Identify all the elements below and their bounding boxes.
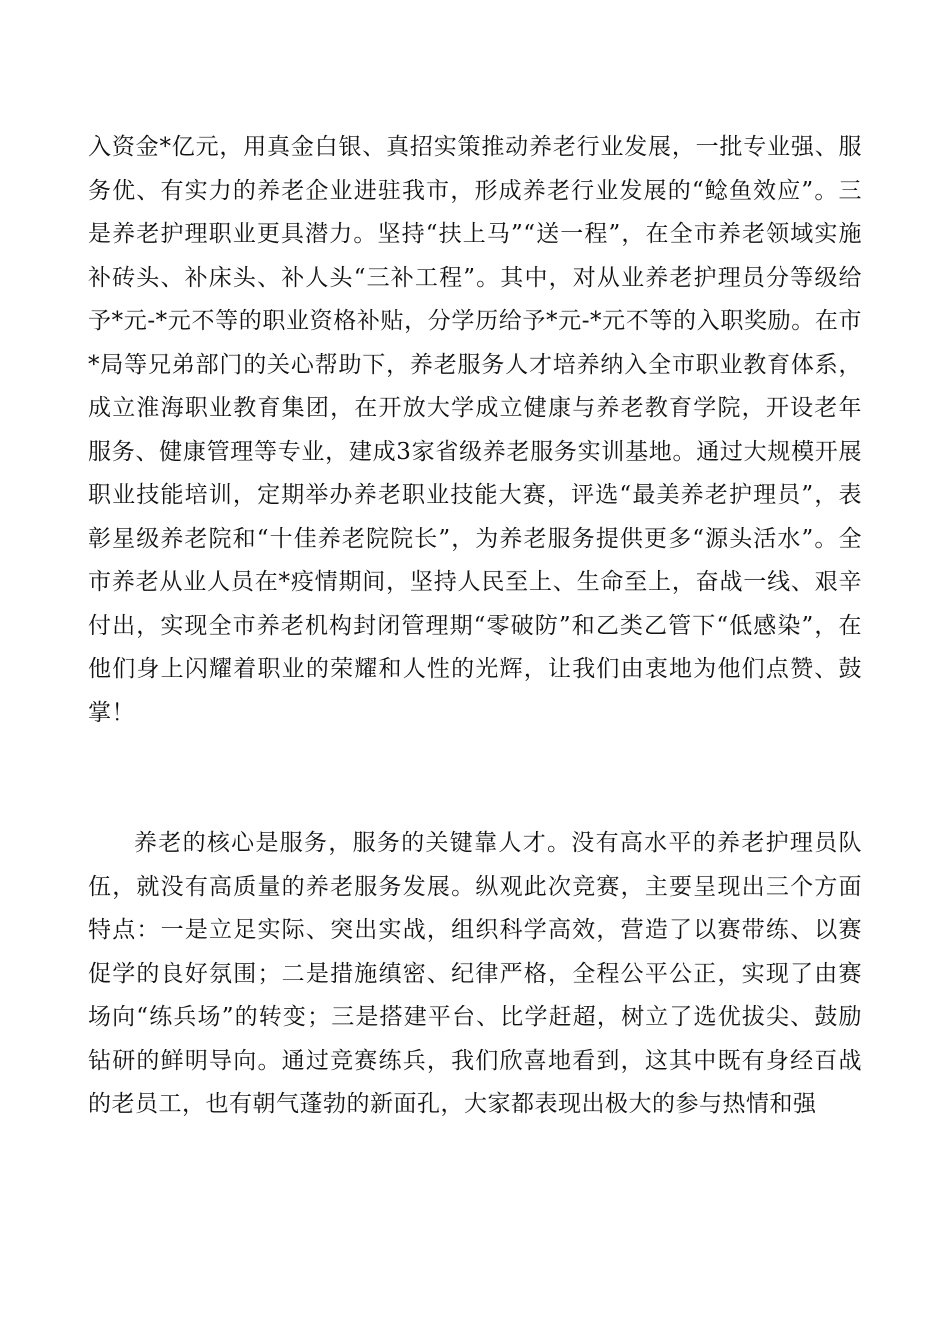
- paragraph-service-talent: 养老的核心是服务，服务的关键靠人才。没有高水平的养老护理员队伍，就没有高质量的养老服务发展。纵观此次竞赛，主要呈现出三个方面特点：一是立足实际、突出实战，组织科学高效，营造了以赛带练、以赛促学的良好氛围；二是措施缜密、纪律严格，全程公平公正，实现了由赛场向“练兵场”的转变；三是搭建平台、比学赶超，树立了选优拔尖、鼓励钻研的鲜明导向。通过竞赛练兵，我们欣喜地看到，这其中既有身经百战的老员工，也有朝气蓬勃的新面孔，大家都表现出极大的参与热情和强: [88, 830, 862, 1117]
- paragraph-continued: 入资金*亿元，用真金白银、真招实策推动养老行业发展，一批专业强、服务优、有实力的养老企业进驻我市，形成养老行业发展的“鲶鱼效应”。三是养老护理职业更具潜力。坚持“扶上马”“送一程”，在全市养老领域实施补砖头、补床头、补人头“三补工程”。其中，对从业养老护理员分等级给予*元-*元不等的职业资格补贴，分学历给予*元-*元不等的入职奖励。在市*局等兄弟部门的关心帮助下，养老服务人才培养纳入全市职业教育体系，成立淮海职业教育集团，在开放大学成立健康与养老教育学院，开设老年服务、健康管理等专业，建成3家省级养老服务实训基地。通过大规模开展职业技能培训，定期举办养老职业技能大赛，评选“最美养老护理员”，表彰星级养老院和“十佳养老院院长”，为养老服务提供更多“源头活水”。全市养老从业人员在*疫情期间，坚持人民至上、生命至上，奋战一线、艰辛付出，实现全市养老机构封闭管理期“零破防”和乙类乙管下“低感染”，在他们身上闪耀着职业的荣耀和人性的光辉，让我们由衷地为他们点赞、鼓掌！: [88, 134, 862, 726]
